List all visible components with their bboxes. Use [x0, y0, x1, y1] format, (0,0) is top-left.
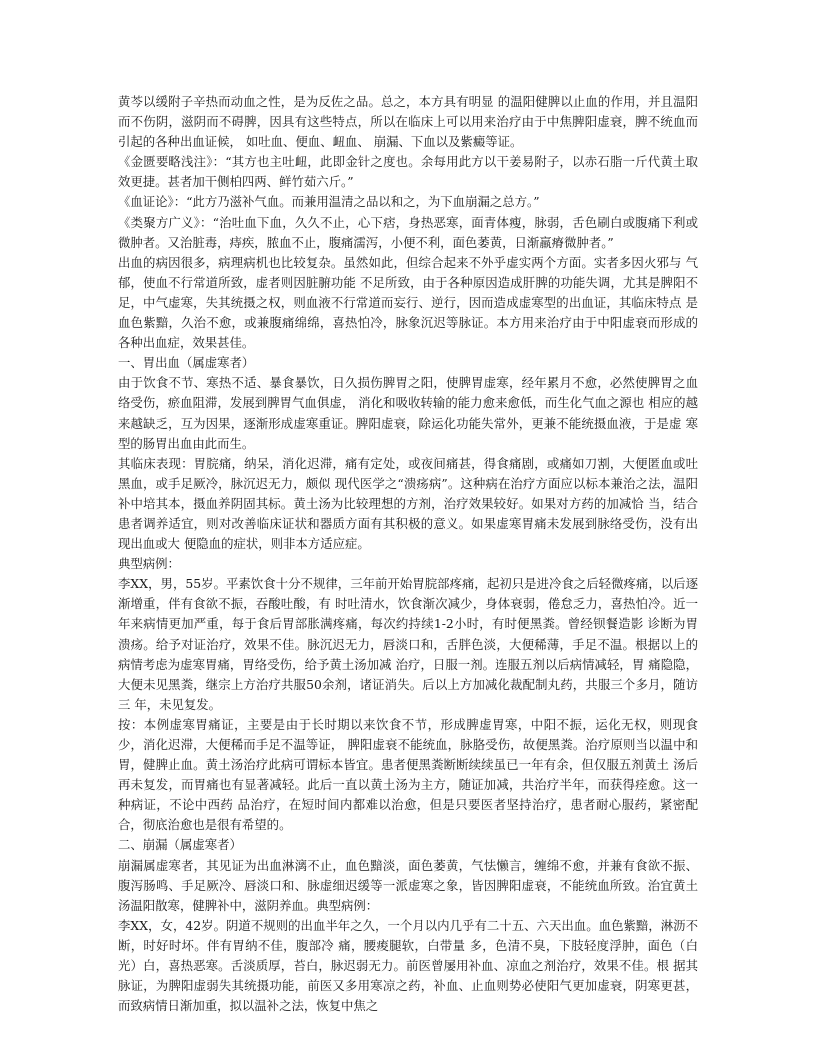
- paragraph-gastric-pathogenesis: 由于饮食不节、寒热不适、暴食暴饮，日久损伤脾胃之阳，使脾胃虚寒，经年累月不愈，必然使脾胃之血络受伤，瘀血阻滞，发展到脾胃气血俱虚， 消化和吸收转输的能力愈来愈低，而生化气血之源也 相应的越来越缺乏，互为因果，逐渐形成虚寒重证。脾阳虚衰，除运化功能失常外，更兼不能统摄血液，于是虚 寒型的肠胃出血由此而生。: [118, 375, 698, 451]
- paragraph-case-male-55: 李XX，男，55岁。平素饮食十分不规律，三年前开始胃脘部疼痛，起初只是进冷食之后轻微疼痛，以后逐渐增重，伴有食欲不振，吞酸吐酸，有 时吐清水，饮食渐次减少，身体衰弱，倦怠乏力，喜热怕冷。近一年来病情更加严重，每于食后胃部胀满疼痛，每次约持续1-2小时，有时便黑粪。曾经钡餐造影 诊断为胃溃疡。给予对证治疗，效果不佳。脉沉迟无力，唇淡口和，舌胖色淡，大便稀薄，手足不温。根据以上的病情考虑为虚寒胃痛，胃络受伤，给予黄土汤加减 治疗，日服一剂。连服五剂以后病情减轻，胃 痛隐隐，大便未见黑粪，继宗上方治疗共服50余剂，诸证消失。后以上方加减化裁配制丸药，共服三个多月，随访三 年，未见复发。: [118, 576, 698, 712]
- section-heading-metrorrhagia: 二、崩漏（属虚寒者）: [118, 837, 242, 853]
- paragraph-huangqin-conclusion: 黄芩以缓附子辛热而动血之性，是为反佐之品。总之，本方具有明显 的温阳健脾以止血的作用，并且温阳而不伤阴，滋阴而不碍脾，因具有这些特点，所以在临床上可以用来治疗由于中焦脾阳虚衰，脾不统血而引起的各种出血证候， 如吐血、便血、衄血、 崩漏、下血以及紫癜等证。: [118, 94, 698, 150]
- document-body: [118, 92, 698, 1016]
- quote-leiju-fang-guangyi: 《类聚方广义》：“治吐血下血，久久不止，心下痞，身热恶寒，面青体瘦，脉弱，舌色刷白或腹痛下利或微肿者。又治脏毒，痔疾，脓血不止，腹痛濡泻，小便不利，面色萎黄，日渐羸瘠微肿者。”: [118, 214, 698, 250]
- quote-xuezheng-lun: 《血证论》：“此方乃滋补气血。而兼用温清之品以和之，为下血崩漏之总方。”: [118, 194, 540, 210]
- label-typical-case: 典型病例：: [118, 556, 180, 572]
- paragraph-bleeding-causes: 出血的病因很多，病理病机也比较复杂。虽然如此，但综合起来不外乎虚实两个方面。实者多因火邪与 气郁，使血不行常道所致，虚者则因脏腑功能 不足所致，由于各种原因造成肝脾的功能失调，尤其是脾阳不足，中气虚寒，失其统摄之权，则血液不行常道而妄行、逆行，因而造成虚寒型的出血证，其临床特点 是血色紫黯，久治不愈，或兼腹痛绵绵，喜热怕冷，脉象沉迟等脉证。本方用来治疗由于中阳虚衰而形成的各种出血症，效果甚佳。: [118, 254, 698, 351]
- quote-jingui-yaolue-qianzhu: 《金匮要略浅注》：“其方也主吐衄，此即金针之度也。余每用此方以干姜易附子，以赤石脂一斤代黄土取效更捷。甚者加干侧柏四两、鲜竹茹六斤。”: [118, 154, 698, 190]
- paragraph-metrorrhagia-description: 崩漏属虚寒者，其见证为出血淋漓不止，血色黯淡，面色萎黄，气怯懒言，缠绵不愈，并兼有食欲不振、腹泻肠鸣、手足厥冷、唇淡口和、脉虚细迟缓等一派虚寒之象，皆因脾阳虚衰，不能统血所致。治宜黄土汤温阳散寒，健脾补中，滋阴养血。典型病例：: [118, 857, 698, 913]
- paragraph-clinical-manifestation: 其临床表现：胃脘痛，纳呆，消化迟滞，痛有定处，或夜间痛甚，得食痛剧，或痛如刀割，大便匿血或吐黑血，或手足厥冷，脉沉迟无力，颇似 现代医学之“溃疡病”。这种病在治疗方面应以标本兼治之法，温阳补中培其本，摄血养阴固其标。黄土汤为比较理想的方剂，治疗效果较好。如果对方药的加减恰 当，结合患者调养适宜，则对改善临床证状和器质方面有其积极的意义。如果虚寒胃痛未发展到脉络受伤，没有出现出血或大 便隐血的症状，则非本方适应症。: [118, 455, 698, 552]
- paragraph-case-female-42: 李XX，女，42岁。阴道不规则的出血半年之久，一个月以内几乎有二十五、六天出血。血色紫黯，淋沥不断，时好时坏。伴有胃纳不佳，腹部冷 痛，腰痠腿软，白带量 多，色清不臭，下肢轻度浮肿，面色（白光）白，喜热恶寒。舌淡质厚，苔白，脉迟弱无力。前医曾屡用补血、凉血之剂治疗，效果不佳。根 据其脉证，为脾阳虚弱失其统摄功能，前医又多用寒凉之药，补血、止血则势必使阳气更加虚衰，阴寒更甚，而致病情日渐加重，拟以温补之法，恢复中焦之: [118, 917, 698, 1014]
- section-heading-gastric-bleeding: 一、胃出血（属虚寒者）: [118, 355, 255, 371]
- paragraph-case-commentary: 按：本例虚寒胃痛证，主要是由于长时期以来饮食不节，形成脾虚胃寒，中阳不振，运化无权，则现食少，消化迟滞，大便稀而手足不温等证， 脾阳虚衰不能统血，脉胳受伤，故便黑粪。治疗原则当以温中和胃，健脾止血。黄土汤治疗此病可谓标本皆宜。患者便黑粪断断续续虽已一年有余，但仅服五剂黄土 汤后再未复发，而胃痛也有显著减轻。此后一直以黄土汤为主方，随证加减，共治疗半年，而获得痊愈。这一种病证，不论中西药 品治疗，在短时间内都难以治愈，但是只要医者坚持治疗，患者耐心服药，紧密配合，彻底治愈也是很有希望的。: [118, 716, 698, 833]
